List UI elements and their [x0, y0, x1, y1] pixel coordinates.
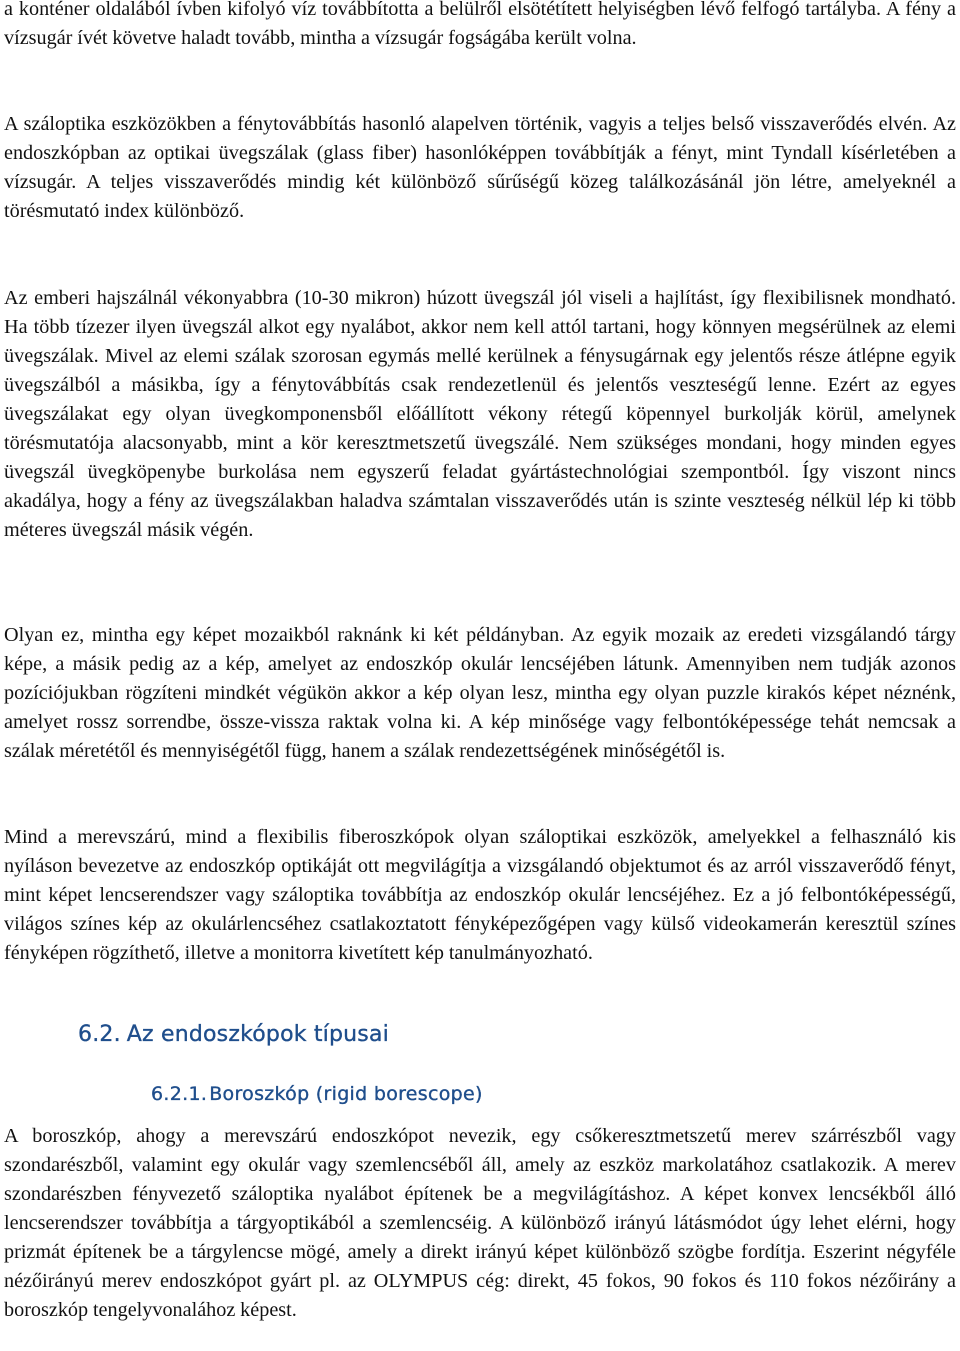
document-page: [4, 0, 956, 1351]
paragraph-tyndall-continuation: a konténer oldalából ívben kifolyó víz továbbította a belülről elsötétített helyiségben lévő felfogó tartályba. A fény a vízsugár ívét követve haladt tovább, mintha a vízsugár fogságába került volna.: [4, 0, 956, 49]
paragraph-mosaic-analogy: Olyan ez, mintha egy képet mozaikból raknánk ki két példányban. Az egyik mozaik az eredeti vizsgálandó tárgy képe, a másik pedig az a kép, amelyet az endoszkóp okulár lencséjében látunk. Amennyiben nem tudják azonos pozíciójukban rögzíteni mindkét végükön akkor a kép olyan lesz, mintha egy olyan puzzle kirakós képet néznénk, amelyet rossz sorrendbe, össze-vissza raktak volna ki. A kép minősége vagy felbontóképessége tehát nemcsak a szálak méretétől és mennyiségétől függ, hanem a szálak rendezettségének minőségétől is.: [4, 624, 956, 762]
subsection-title: Boroszkóp (rigid borescope): [209, 1083, 483, 1105]
paragraph-fiberscope-function: Mind a merevszárú, mind a flexibilis fiberoszkópok olyan száloptikai eszközök, amelyekkel a felhasználó kis nyíláson bevezetve az endoszkóp optikáját ott megvilágítja a vizsgálandó objektumot és az arról visszaverődő fényt, mint képet lencserendszer vagy száloptika továbbítja az endoszkóp okulár lencséjéhez. Ez a jó felbontóképességű, világos színes kép az okulárlencséhez csatlakoztatott fényképezőgépen vagy külső videokamerán keresztül színes fényképen rögzíthető, illetve a monitorra kivetített kép tanulmányozható.: [4, 826, 956, 964]
subsection-heading: [151, 1080, 483, 1108]
paragraph-glass-fiber-cladding: Az emberi hajszálnál vékonyabbra (10-30 mikron) húzott üvegszál jól viseli a hajlítást, így flexibilisnek mondható. Ha több tízezer ilyen üvegszál alkot egy nyalábot, akkor nem kell attól tartani, hogy könnyen megsérülnek az elemi üvegszálak. Mivel az elemi szálak szorosan egymás mellé kerülnek a fénysugárnak egy jelentős része átlépne egyik üvegszálból a másikba, így a fénytovábbítás csak rendezetlenül és jelentős veszteségű lenne. Ezért az egyes üvegszálakat egy olyan üvegkomponensből előállított vékony rétegű köpennyel burkolják körül, amelynek törésmutatója alacsonyabb, mint a kör keresztmetszetű üvegszálé. Nem szükséges mondani, hogy minden egyes üvegszál üvegköpenybe burkolása nem egyszerű feladat gyártástechnológiai szempontból. Így viszont nincs akadálya, hogy a fény az üvegszálakban haladva számtalan visszaverődés után is szinte veszteség nélkül lép ki több méteres üvegszál másik végén.: [4, 287, 956, 541]
section-title: Az endoszkópok típusai: [126, 1022, 389, 1047]
section-number: 6.2.: [78, 1022, 121, 1047]
paragraph-borescope-description: A boroszkóp, ahogy a merevszárú endoszkópot nevezik, egy csőkeresztmetszetű merev szárrészből vagy szondarészből, valamint egy okulár vagy szemlencséből áll, amely az eszköz markolatához csatlakozik. A merev szondarészben fényvezető száloptika nyalábot építenek be a megvilágításhoz. A képet konvex lencsékből álló lencserendszer továbbítja a tárgyoptikából a szemlencséig. A különböző irányú látásmódot úgy lehet elérni, hogy prizmát építenek be a tárgylencse mögé, amely a direkt irányú képet különböző szögbe fordítja. Eszerint négyféle nézőirányú merev endoszkópot gyárt pl. az OLYMPUS cég: direkt, 45 fokos, 90 fokos és 110 fokos nézőirány a boroszkóp tengelyvonalához képest.: [4, 1125, 956, 1321]
subsection-number: 6.2.1.: [151, 1083, 208, 1105]
paragraph-total-internal-reflection: A száloptika eszközökben a fénytovábbítás hasonló alapelven történik, vagyis a teljes belső visszaverődés elvén. Az endoszkópban az optikai üvegszálak (glass fiber) hasonlóképpen továbbítják a fényt, mint Tyndall kísérletében a vízsugár. A teljes visszaverődés mindig két különböző sűrűségű közeg találkozásánál jön létre, amelyeknél a törésmutató index különböző.: [4, 113, 956, 222]
section-heading: [78, 1020, 389, 1050]
